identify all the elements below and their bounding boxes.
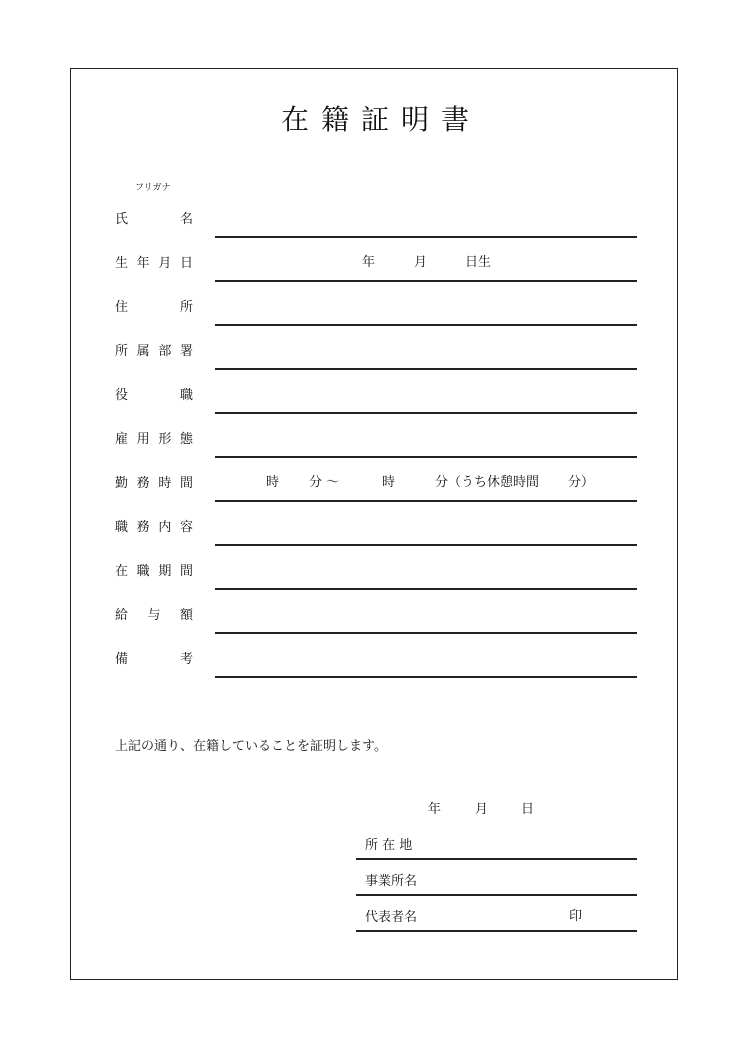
field-label-char: 署	[179, 344, 193, 359]
field-label-char: 氏	[115, 212, 129, 227]
form-row	[0, 384, 750, 428]
representative-row	[356, 906, 637, 942]
field-label	[115, 340, 193, 359]
break-minute-label: 分）	[568, 475, 595, 490]
field-label	[115, 384, 193, 403]
field-label	[115, 472, 193, 491]
representative-line[interactable]	[356, 930, 637, 932]
field-label-char: 容	[179, 520, 193, 535]
birth-month-label: 月	[414, 255, 428, 270]
field-entry-line[interactable]	[215, 456, 637, 458]
field-label-char: 名	[179, 212, 193, 227]
form-row	[0, 516, 750, 560]
form-row	[0, 296, 750, 340]
address-label: 所 在 地	[365, 838, 413, 853]
field-entry-line[interactable]	[215, 544, 637, 546]
field-label-char: 役	[115, 388, 129, 403]
end-hour-label: 時	[382, 475, 396, 490]
form-row	[0, 560, 750, 604]
end-minute-label: 分（うち休憩時間	[435, 475, 540, 490]
field-label	[115, 252, 193, 271]
field-label	[115, 560, 193, 579]
field-entry-line[interactable]	[215, 676, 637, 678]
field-label-char: 務	[136, 476, 150, 491]
field-entry-line[interactable]	[215, 500, 637, 502]
field-label-char: 内	[158, 520, 172, 535]
field-label-char: 給	[115, 608, 129, 623]
field-label	[115, 516, 193, 535]
field-label	[115, 296, 193, 315]
field-label-char: 職	[179, 388, 193, 403]
field-label-char: 備	[115, 652, 129, 667]
field-label-char: 間	[179, 476, 193, 491]
field-entry-line[interactable]	[215, 324, 637, 326]
field-label-char: 考	[179, 652, 193, 667]
issue-day-label: 日	[521, 802, 535, 817]
field-label-char: 所	[115, 344, 129, 359]
furigana-label: フリガナ	[135, 183, 171, 193]
seal-mark: 印	[569, 909, 583, 924]
representative-label: 代表者名	[365, 910, 418, 925]
issue-year-label: 年	[428, 802, 442, 817]
start-minute-label: 分 ～	[309, 475, 340, 490]
form-row	[0, 340, 750, 384]
birth-year-label: 年	[362, 255, 376, 270]
field-label-char: 年	[136, 256, 150, 271]
issue-month-label: 月	[475, 802, 489, 817]
office-name-label: 事業所名	[365, 874, 418, 889]
field-entry-line[interactable]	[215, 280, 637, 282]
form-row	[0, 648, 750, 692]
field-label-char: 月	[158, 256, 172, 271]
office-name-line[interactable]	[356, 894, 637, 896]
document-title: 在籍証明書	[280, 103, 481, 136]
field-label-char: 住	[115, 300, 129, 315]
field-entry-line[interactable]	[215, 236, 637, 238]
field-label	[115, 208, 193, 227]
form-row	[0, 208, 750, 252]
field-label-char: 生	[115, 256, 129, 271]
field-label-char: 用	[136, 432, 150, 447]
form-row	[0, 472, 750, 516]
field-label-char: 与	[147, 608, 161, 623]
certification-statement: 上記の通り、在籍していることを証明します。	[115, 739, 387, 754]
field-label-char: 形	[158, 432, 172, 447]
field-label-char: 職	[115, 520, 129, 535]
field-label	[115, 428, 193, 447]
field-label-char: 部	[158, 344, 172, 359]
field-label-char: 在	[115, 564, 129, 579]
field-label-char: 務	[136, 520, 150, 535]
field-label-char: 日	[179, 256, 193, 271]
field-label-char: 職	[136, 564, 150, 579]
start-hour-label: 時	[266, 475, 280, 490]
office-row	[356, 870, 637, 906]
field-label-char: 時	[158, 476, 172, 491]
field-label-char: 間	[179, 564, 193, 579]
field-entry-line[interactable]	[215, 632, 637, 634]
field-label-char: 態	[179, 432, 193, 447]
birth-day-label: 日生	[465, 255, 492, 270]
address-line[interactable]	[356, 858, 637, 860]
field-label	[115, 648, 193, 667]
field-entry-line[interactable]	[215, 412, 637, 414]
field-entry-line[interactable]	[215, 588, 637, 590]
field-label	[115, 604, 193, 623]
field-label-char: 期	[158, 564, 172, 579]
form-row	[0, 428, 750, 472]
form-row	[0, 604, 750, 648]
address-row	[356, 834, 637, 870]
field-label-char: 額	[179, 608, 193, 623]
field-label-char: 属	[136, 344, 150, 359]
field-label-char: 雇	[115, 432, 129, 447]
field-label-char: 所	[179, 300, 193, 315]
field-label-char: 勤	[115, 476, 129, 491]
field-entry-line[interactable]	[215, 368, 637, 370]
